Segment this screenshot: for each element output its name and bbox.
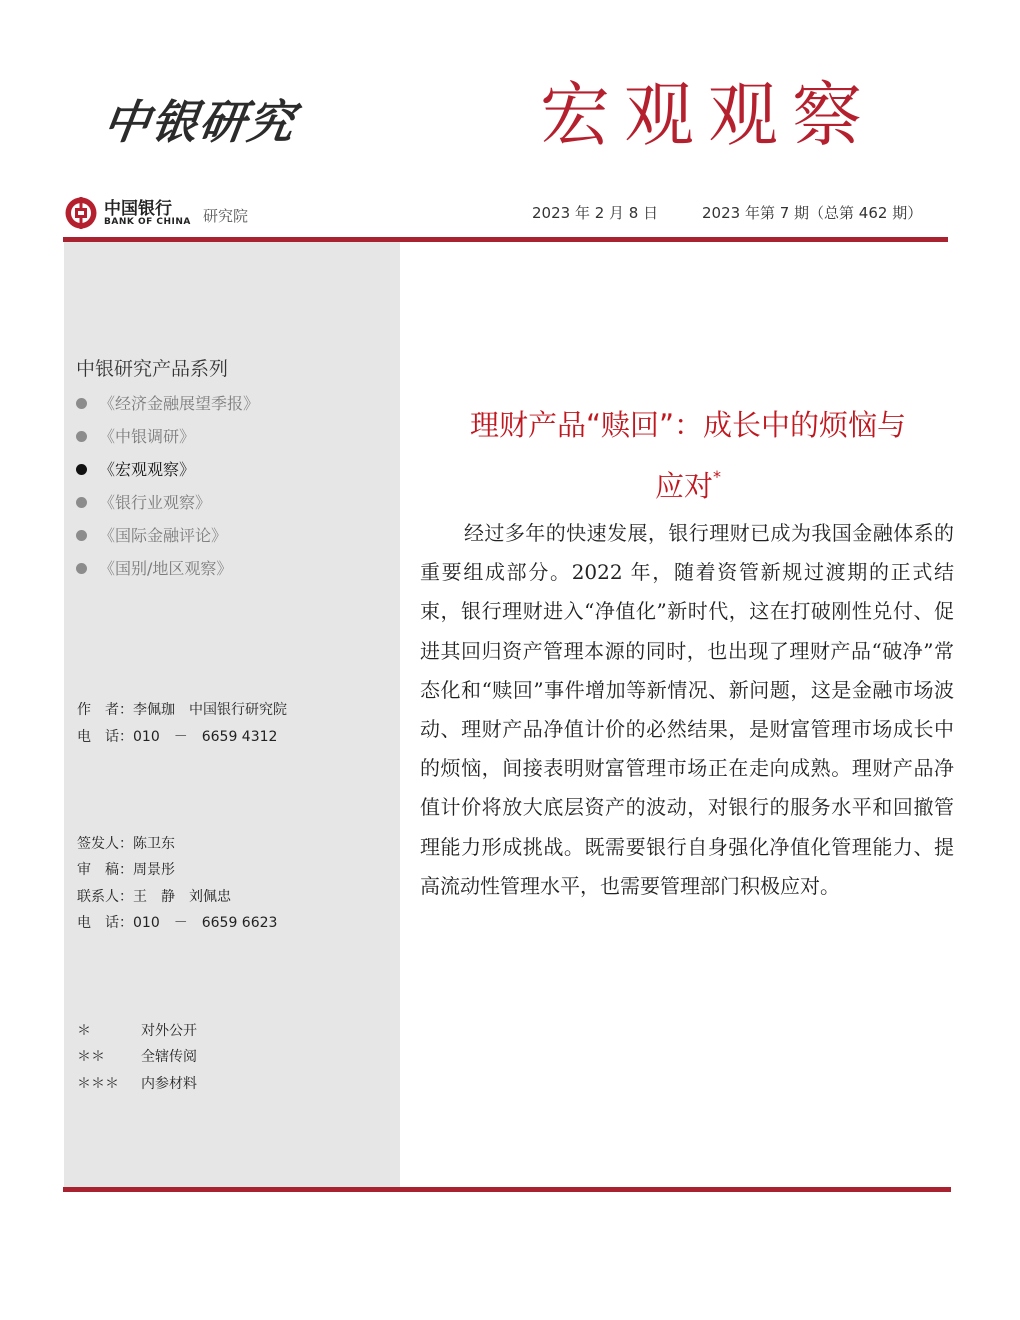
issue-date: 2023 年 2 月 8 日 (532, 204, 659, 222)
contact-line (77, 884, 231, 910)
bullet-icon (76, 530, 87, 541)
article-body: 经过多年的快速发展，银行理财已成为我国金融体系的重要组成部分。2022 年，随着资管新规过渡期的正式结束，银行理财进入“净值化”新时代，这在打破刚性兑付、促进其回归资产管理本源的同时，也出现了理财产品“破净”常态化和“赎回”事件增加等新情况、新问题，这是金融市场波动、理财产品净值计价的必然结果，是财富管理市场成长中的烦恼，间接表明财富管理市场正在走向成熟。理财产品净值计价将放大底层资产的波动，对银行的服务水平和回撤管理能力形成挑战。既需要银行自身强化净值化管理能力、提高流动性管理水平，也需要管理部门积极应对。 (420, 521, 954, 898)
author-label: 作 者： (77, 702, 133, 718)
classification-text: 内参材料 (141, 1076, 197, 1092)
reviewer-line (77, 857, 175, 883)
product-label: 《银行业观察》 (99, 493, 212, 512)
classification-text: 对外公开 (141, 1023, 197, 1039)
bank-of-china-emblem-icon (64, 196, 98, 230)
bank-name-cn: 中国银行 (104, 199, 172, 219)
list-item[interactable] (76, 393, 259, 426)
issuer-value: 陈卫东 (133, 836, 175, 852)
reviewer-value: 周景彤 (133, 862, 175, 878)
product-series-heading: 中银研究产品系列 (76, 358, 229, 380)
list-item-active[interactable] (76, 459, 259, 492)
classification-legend-row (77, 1046, 197, 1066)
article-title (418, 400, 958, 512)
series-title: 宏观观察 (540, 74, 876, 156)
list-item[interactable] (76, 492, 259, 525)
footer-divider (63, 1187, 951, 1192)
product-label: 《经济金融展望季报》 (99, 394, 260, 413)
contact-phone-line (77, 910, 277, 936)
classification-stars: ＊＊＊ (77, 1076, 119, 1092)
product-label: 《国别/地区观察》 (99, 559, 233, 578)
bank-of-china-logo (64, 194, 189, 232)
author-line (77, 697, 287, 723)
bullet-icon (76, 431, 87, 442)
product-label: 《国际金融评论》 (99, 526, 228, 545)
product-label: 《宏观观察》 (99, 460, 196, 479)
issuer-line (77, 831, 175, 857)
research-calligraphy-logo: 中银研究 (99, 95, 300, 149)
classification-text: 全辖传阅 (141, 1049, 197, 1065)
article-title-line2-wrap (418, 451, 958, 512)
bullet-icon (76, 398, 87, 409)
classification-stars: ＊ (77, 1023, 91, 1039)
article-title-line1: 理财产品“赎回”：成长中的烦恼与 (469, 408, 907, 442)
bullet-icon (76, 563, 87, 574)
product-label: 《中银调研》 (99, 427, 196, 446)
list-item[interactable] (76, 426, 259, 459)
bullet-icon (76, 497, 87, 508)
classification-legend-row (77, 1020, 197, 1040)
classification-legend-row (77, 1073, 197, 1093)
bullet-icon (76, 464, 87, 475)
list-item[interactable] (76, 558, 259, 591)
phone-value: 010 － 6659 6623 (133, 915, 278, 931)
phone-label: 电 话： (77, 729, 133, 745)
phone-label: 电 话： (77, 915, 133, 931)
author-value: 李佩珈 中国银行研究院 (133, 702, 287, 718)
classification-stars: ＊＊ (77, 1049, 105, 1065)
bank-name-en: BANK OF CHINA (104, 217, 191, 227)
phone-value: 010 － 6659 4312 (133, 729, 278, 745)
contact-label: 联系人： (77, 889, 133, 905)
article-title-line2: 应对 (654, 469, 713, 503)
institute-label: 研究院 (203, 207, 249, 225)
contact-value: 王 静 刘佩忠 (133, 889, 231, 905)
issuer-label: 签发人： (77, 836, 133, 852)
list-item[interactable] (76, 525, 259, 558)
issue-number: 2023 年第 7 期（总第 462 期） (702, 204, 923, 222)
footnote-mark[interactable]: * (713, 467, 721, 486)
product-series-list (76, 393, 259, 591)
author-phone-line (77, 724, 277, 750)
reviewer-label: 审 稿： (77, 862, 133, 878)
